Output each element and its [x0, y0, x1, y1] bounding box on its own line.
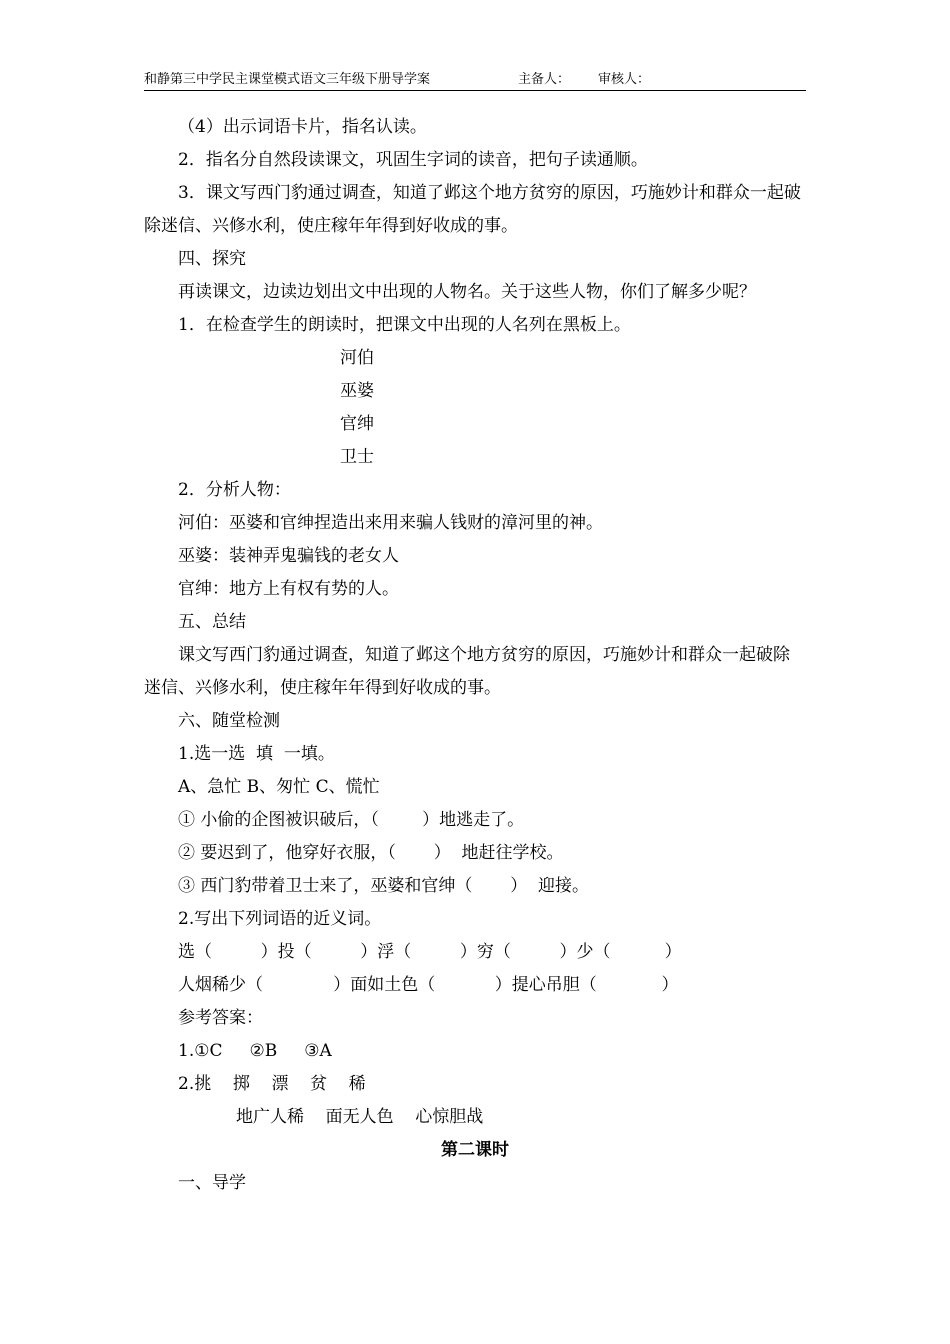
line-word-cards: （4）出示词语卡片，指名认读。	[178, 117, 427, 137]
line-synonym-heading: 2.写出下列词语的近义词。	[178, 909, 382, 929]
name-guanshen: 官绅	[340, 414, 374, 434]
name-hebo: 河伯	[340, 348, 374, 368]
name-wupo: 巫婆	[340, 381, 374, 401]
section-explore-heading: 四、探究	[178, 249, 246, 269]
line-read-paragraphs: 2．指名分自然段读课文，巩固生字词的读音，把句子读通顺。	[178, 150, 648, 170]
name-weishi: 卫士	[340, 447, 374, 467]
line-answers-2: 2.挑 掷 漂 贫 稀	[178, 1074, 366, 1094]
line-question-2: ② 要迟到了，他穿好衣服，（ ） 地赶往学校。	[178, 843, 564, 863]
line-question-3: ③ 西门豹带着卫士来了，巫婆和官绅（ ） 迎接。	[178, 876, 590, 896]
line-answers-heading: 参考答案：	[178, 1008, 263, 1028]
line-summary-1: 3．课文写西门豹通过调查，知道了邺这个地方贫穷的原因，巧施妙计和群众一起破除迷信、兴修水利，使庄稼年年得到好收成的事。	[144, 183, 801, 236]
line-reread-text: 再读课文，边读边划出文中出现的人物名。关于这些人物，你们了解多少呢？	[178, 282, 756, 302]
header-reviewer: 审核人：	[598, 72, 651, 87]
line-choose-fill: 1.选一选 填 一填。	[178, 744, 335, 764]
line-summary-2: 课文写西门豹通过调查，知道了邺这个地方贫穷的原因，巧施妙计和群众一起破除迷信、兴修水利，使庄稼年年得到好收成的事。	[144, 645, 790, 698]
section-summary-heading: 五、总结	[178, 612, 246, 632]
line-hebo-desc: 河伯：巫婆和官绅捏造出来用来骗人钱财的漳河里的神。	[178, 513, 603, 533]
header-preparer: 主备人：	[518, 72, 571, 87]
document-body	[144, 111, 806, 1200]
header-title: 和静第三中学民主课堂模式语文三年级下册导学案	[144, 72, 431, 87]
lesson-two-heading: 第二课时	[441, 1140, 509, 1160]
line-list-names: 1．在检查学生的朗读时，把课文中出现的人名列在黑板上。	[178, 315, 631, 335]
line-wupo-desc: 巫婆：装神弄鬼骗钱的老女人	[178, 546, 399, 566]
line-analyze-heading: 2．分析人物：	[178, 480, 291, 500]
line-answers-1: 1.①C ②B ③A	[178, 1041, 332, 1061]
line-answers-idioms: 地广人稀 面无人色 心惊胆战	[236, 1107, 484, 1127]
line-guanshen-desc: 官绅：地方上有权有势的人。	[178, 579, 399, 599]
section-test-heading: 六、随堂检测	[178, 711, 280, 731]
line-synonym-single: 选（ ）投（ ）浮（ ）穷（ ）少（ ）	[178, 942, 682, 962]
line-question-1: ① 小偷的企图被识破后，（ ）地逃走了。	[178, 810, 525, 830]
section-guide-heading: 一、导学	[178, 1173, 246, 1193]
page-header	[144, 72, 806, 91]
line-options: A、急忙 B、匆忙 C、慌忙	[178, 777, 380, 797]
line-synonym-idioms: 人烟稀少（ ）面如土色（ ）提心吊胆（ ）	[178, 975, 679, 995]
